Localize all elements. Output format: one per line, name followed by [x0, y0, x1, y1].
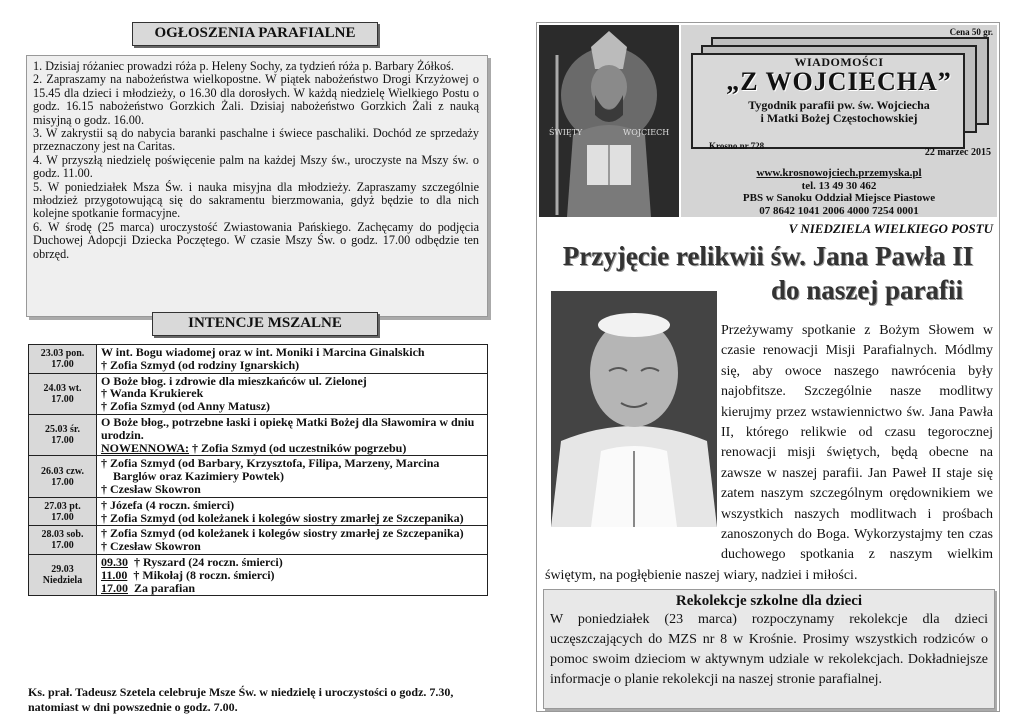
day-label: 24.03 wt.: [43, 382, 82, 394]
phone-number: tel. 13 49 30 462: [801, 179, 877, 192]
day-cell: [29, 526, 97, 555]
parish-url[interactable]: www.krosnowojciech.przemyska.pl: [756, 167, 922, 179]
table-row: [29, 526, 488, 555]
announcement-item: 1. Dzisiaj różaniec prowadzi róża p. Heleny Sochy, za tydzień róża p. Barbary Żółkoś.: [33, 59, 454, 73]
intention-line: † Zofia Szmyd (od Barbary, Krzysztofa, Filipa, Marzeny, Marcina Barglów oraz Kazimiery Powtek): [101, 456, 440, 484]
subtitle-line: Tygodnik parafii pw. św. Wojciecha: [748, 98, 930, 112]
mass-intention: † Ryszard (24 roczn. śmierci): [134, 554, 283, 569]
issue-date: 22 marzec 2015: [924, 147, 991, 158]
time-label: 17.00: [51, 435, 74, 447]
time-label: 17.00: [51, 511, 74, 523]
intention-line: † Czesław Skowron: [101, 481, 201, 496]
svg-text:WOJCIECH: WOJCIECH: [623, 128, 670, 137]
day-label: 29.03: [51, 564, 74, 576]
mass-intention: Za parafian: [134, 580, 196, 595]
article-headline-2: do naszej parafii: [771, 275, 963, 305]
intention-cell: [97, 414, 488, 455]
masthead-subtitle: [681, 99, 997, 125]
svg-text:ŚWIĘTY: ŚWIĘTY: [549, 128, 583, 137]
nowenna-text: † Zofia Szmyd (od uczestników pogrzebu): [189, 440, 407, 455]
table-row: [29, 345, 488, 374]
article-text: Przeżywamy spotkanie z Bożym Słowem w czasie renowacji Misji Parafialnych. Módlmy się, aby owoce naszego nawrócenia były najobfitsze. Szczególnie nasze modlitwy kierujmy przez wstawiennictwo św. Jana Pawła II, którego relikwie od czasu tegorocznej renowacji misji świętych, będą obecne na zawsze w naszej parafii. Jan Paweł II staje się zatem naszym szczególnym orędownikiem we wszystkich naszych modlitwach i prośbach zanoszonych do Boga. Wykorzystajmy ten czas duchowego spotkania z naszym wielkim świętym, na pogłębienie naszej wiary, nadziei i miłości.: [545, 323, 993, 583]
nowenna-label: NOWENNOWA:: [101, 440, 190, 455]
announcement-item: 3. W zakrystii są do nabycia baranki paschalne i świece paschaliki. Dochód ze sprzedaży przeznaczony jest na Caritas.: [33, 126, 479, 154]
sunday-label: V NIEDZIELA WIELKIEGO POSTU: [788, 221, 993, 236]
table-row: [29, 373, 488, 414]
price-label: Cena 50 gr.: [949, 27, 993, 37]
intention-cell: [97, 526, 488, 555]
intention-line: † Wanda Krukierek: [101, 386, 204, 401]
issue-number: Krosno nr 728: [709, 141, 765, 151]
intention-cell: [97, 554, 488, 595]
day-label: 26.03 czw.: [40, 465, 85, 477]
announcement-item: 2. Zapraszamy na nabożeństwa wielkopostne. W piątek nabożeństwo Drogi Krzyżowej o 15.45 dla dzieci i młodzieży, o 16.30 dla dorosłych. W każdą niedzielę Wielkiego Postu o godz. 16.15 nabożeństwo Gorzkich Żali. Dzisiaj nabożeństwo Gorzkich Żali z nauką misyjną o godz. 16.00.: [33, 72, 479, 127]
day-label: 23.03 pon.: [40, 347, 85, 359]
contact-info: [681, 167, 997, 217]
school-retreat-text: W poniedziałek (23 marca) rozpoczynamy rekolekcje dla dzieci uczęszczających do MZS nr 8 w Krośnie. Prosimy wszystkich rodziców o pomoc swoim dzieciom w aktywnym udziale w rekolekcjach. Dokładniejsze informacje o planie rekolekcji na naszej stronie parafialnej.: [550, 612, 988, 687]
day-cell: [29, 497, 97, 526]
day-cell: [29, 554, 97, 595]
announcements-box: [26, 55, 488, 317]
announcements-title: OGŁOSZENIA PARAFIALNE: [132, 22, 378, 46]
time-label: 17.00: [51, 358, 74, 370]
announcement-item: 5. W poniedziałek Msza Św. i nauka misyjna dla młodzieży. Zapraszamy szczególnie młodzież przygotowującą się do sakramentu bierzmowania, gdyż będzie to dla nich kolejne spotkanie formacyjne.: [33, 179, 479, 221]
day-label: 27.03 pt.: [44, 500, 81, 512]
intention-cell: [97, 456, 488, 497]
intention-line: † Zofia Szmyd (od rodziny Ignarskich): [101, 357, 300, 372]
time-label: 17.00: [51, 393, 74, 405]
john-paul-ii-photo: [551, 291, 717, 527]
intentions-table: [28, 344, 488, 596]
mass-hour: 11.00: [101, 567, 128, 582]
intention-cell: [97, 373, 488, 414]
announcement-item: 6. W środę (25 marca) uroczystość Zwiastowania Pańskiego. Zachęcamy do podjęcia Duchowej Adopcji Dziecka Poczętego. W czasie Mszy Św. o godz. 17.00 odbędzie ten obrzęd.: [33, 219, 479, 261]
school-retreat-title: Rekolekcje szkolne dla dzieci: [675, 593, 863, 609]
mass-intention: † Mikołaj (8 roczn. śmierci): [133, 567, 275, 582]
masthead-pretitle: WIADOMOŚCI: [794, 55, 884, 69]
masthead-title: „Z WOJCIECHA”: [726, 67, 952, 96]
intention-line: † Zofia Szmyd (od koleżanek i kolegów siostry zmarłej ze Szczepanika): [101, 526, 464, 541]
intention-line: W int. Bogu wiadomej oraz w int. Moniki i Marcina Ginalskich: [101, 345, 425, 359]
intention-line: † Czesław Skowron: [101, 539, 201, 554]
day-cell: [29, 345, 97, 374]
left-page: [22, 22, 490, 712]
day-label: 28.03 sob.: [41, 529, 84, 541]
intention-line: † Zofia Szmyd (od Anny Matusz): [101, 399, 271, 414]
table-row: [29, 497, 488, 526]
announcement-item: 4. W przyszłą niedzielę poświęcenie palm na każdej Mszy św., uroczyste na Mszy św. o godz. 11.00.: [33, 152, 479, 181]
mass-hour: 09.30: [101, 554, 128, 569]
masthead: [681, 25, 997, 217]
mass-hour: 17.00: [101, 580, 128, 595]
table-row: [29, 414, 488, 455]
bank-name: PBS w Sanoku Oddział Miejsce Piastowe: [742, 192, 936, 204]
intention-line: † Józefa (4 roczn. śmierci): [101, 497, 235, 512]
table-row: [29, 456, 488, 497]
saint-adalbert-image: [539, 25, 679, 217]
intentions-title: INTENCJE MSZALNE: [152, 312, 378, 336]
intention-cell: [97, 345, 488, 374]
right-page: [536, 22, 1000, 712]
time-label: Niedziela: [42, 575, 83, 587]
time-label: 17.00: [51, 476, 74, 488]
article-headline: Przyjęcie relikwii św. Jana Pawła II: [562, 241, 974, 271]
bank-account: 07 8642 1041 2006 4000 7254 0001: [759, 204, 919, 217]
intention-line: [101, 442, 483, 455]
intention-cell: [97, 497, 488, 526]
intention-line: [101, 582, 483, 595]
day-cell: [29, 373, 97, 414]
day-cell: [29, 456, 97, 497]
intention-line: † Zofia Szmyd (od koleżanek i kolegów siostry zmarłej ze Szczepanika): [101, 510, 464, 525]
subtitle-line: i Matki Bożej Częstochowskiej: [760, 111, 918, 125]
intention-line: O Boże błog. i zdrowie dla mieszkańców ul. Zielonej: [101, 373, 367, 388]
time-label: 17.00: [51, 540, 74, 552]
intention-line: O Boże błog., potrzebne łaski i opiekę Matki Bożej dla Sławomira w dniu urodzin.: [101, 414, 475, 442]
day-cell: [29, 414, 97, 455]
school-retreat-box: [543, 589, 995, 709]
table-row: [29, 554, 488, 595]
celebration-note: Ks. prał. Tadeusz Szetela celebruje Msze Św. w niedzielę i uroczystości o godz. 7.30, natomiast w dni powszednie o godz. 7.00.: [28, 685, 454, 714]
day-label: 25.03 śr.: [45, 424, 80, 436]
